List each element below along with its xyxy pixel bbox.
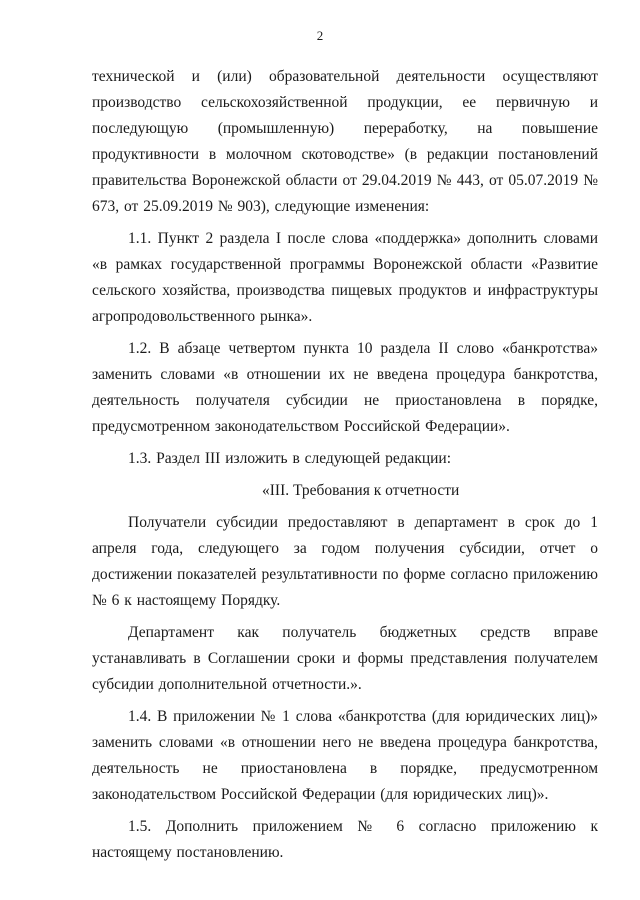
document-body [92, 64, 598, 872]
paragraph-1-4: 1.4. В приложении № 1 слова «банкротства (для юридических лиц)» заменить словами «в отношении него не введена процедура банкротства, деятельность не приостановлена в порядке, предусмотренном законодательством Российской Федерации (для юридических лиц)». [92, 708, 598, 803]
paragraph-intro: технической и (или) образовательной деятельности осуществляют производство сельскохозяйственной продукции, ее первичную и последующую (промышленную) переработку, на повышение продуктивности в молочном скотоводстве» (в редакции постановлений правительства Воронежской области от 29.04.2019 № 443, от 05.07.2019 № 673, от 25.09.2019 № 903), следующие изменения: [92, 68, 598, 215]
paragraph-reporting: Получатели субсидии предоставляют в департамент в срок до 1 апреля года, следующего за годом получения субсидии, отчет о достижении показателей результативности по форме согласно приложению № 6 к настоящему Порядку. [92, 514, 598, 609]
paragraph-1-5: 1.5. Дополнить приложением № 6 согласно приложению к настоящему постановлению. [92, 818, 598, 861]
paragraph-1-2: 1.2. В абзаце четвертом пункта 10 раздела II слово «банкротства» заменить словами «в отношении их не введена процедура банкротства, деятельность получателя субсидии не приостановлена в порядке, предусмотренном законодательством Российской Федерации». [92, 340, 598, 435]
paragraph-1-3: 1.3. Раздел III изложить в следующей редакции: [128, 450, 452, 467]
paragraph-1-1: 1.1. Пункт 2 раздела I после слова «поддержка» дополнить словами «в рамках государственной программы Воронежской области «Развитие сельского хозяйства, производства пищевых продуктов и инфраструктуры агропродовольственного рынка». [92, 230, 598, 325]
paragraph-department: Департамент как получатель бюджетных средств вправе устанавливать в Соглашении сроки и формы представления получателем субсидии дополнительной отчетности.». [92, 624, 598, 693]
section-heading: «III. Требования к отчетности [262, 482, 460, 499]
page-number: 2 [316, 28, 324, 43]
